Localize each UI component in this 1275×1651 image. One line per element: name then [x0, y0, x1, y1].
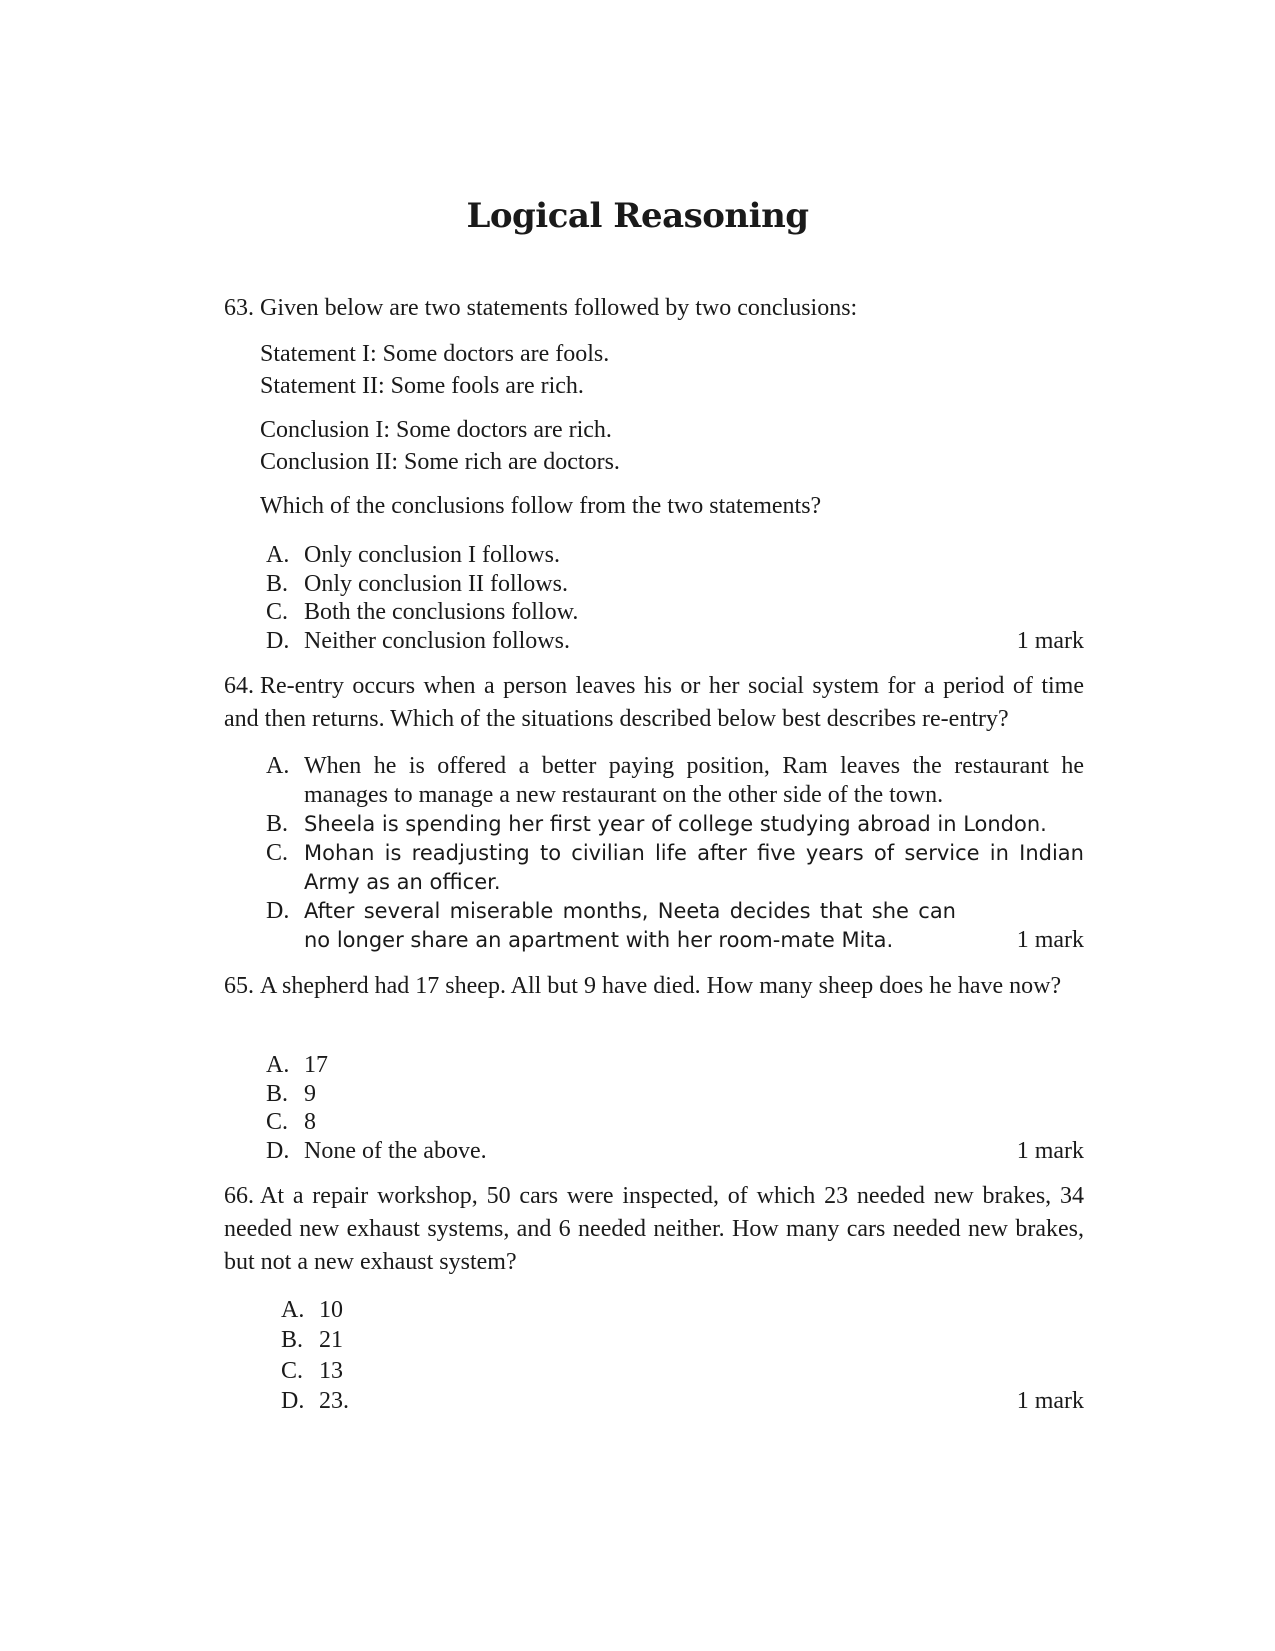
option-c — [266, 598, 1084, 627]
page-title: Logical Reasoning — [466, 196, 809, 236]
option-text: 8 — [304, 1109, 316, 1135]
option-b — [266, 810, 1084, 839]
option-letter: B. — [266, 1081, 289, 1107]
option-text: Neither conclusion follows. — [304, 628, 570, 654]
option-c — [266, 1108, 1084, 1137]
option-letter: C. — [266, 1109, 289, 1135]
option-b — [266, 570, 1084, 599]
option-text: Only conclusion II follows. — [304, 571, 568, 597]
option-text: 21 — [319, 1327, 343, 1353]
option-text: 13 — [319, 1358, 343, 1384]
option-d — [266, 627, 1084, 656]
option-a — [266, 752, 1084, 810]
option-text: 23. — [319, 1388, 349, 1414]
conclusion-1: Conclusion I: Some doctors are rich. — [260, 417, 612, 443]
question-text: Re-entry occurs when a person leaves his or her social system for a period of time and then returns. Which of the situations described below best describes re-entry? — [224, 673, 1084, 732]
mark-label: 1 mark — [1016, 1138, 1084, 1164]
option-d — [281, 1387, 1084, 1416]
option-letter: A. — [266, 1052, 290, 1078]
option-d — [266, 897, 956, 955]
question-63 — [224, 292, 1084, 325]
option-letter: C. — [266, 840, 289, 866]
option-letter: C. — [281, 1358, 304, 1384]
option-text: Mohan is readjusting to civilian life after five years of service in Indian Army as an officer. — [304, 841, 1084, 894]
option-b — [281, 1326, 1084, 1355]
statement-1: Statement I: Some doctors are fools. — [260, 341, 610, 367]
option-letter: D. — [266, 628, 290, 654]
question-text: Given below are two statements followed by two conclusions: — [260, 295, 858, 321]
question-number: 65. — [224, 973, 254, 999]
question-number: 63. — [224, 295, 254, 321]
option-a — [266, 1051, 1084, 1080]
option-letter: B. — [281, 1327, 304, 1353]
option-letter: D. — [266, 898, 290, 924]
option-c — [281, 1357, 1084, 1386]
question-66 — [224, 1180, 1084, 1279]
option-d — [266, 1137, 1084, 1166]
question-text: A shepherd had 17 sheep. All but 9 have died. How many sheep does he have now? — [260, 973, 1062, 999]
mark-label: 1 mark — [1016, 628, 1084, 654]
question-text: At a repair workshop, 50 cars were inspected, of which 23 needed new brakes, 34 needed new exhaust systems, and 6 needed neither. How many cars needed new brakes, but not a new exhaust system? — [224, 1183, 1084, 1275]
option-letter: D. — [266, 1138, 290, 1164]
mark-label: 1 mark — [1016, 927, 1084, 953]
option-text: After several miserable months, Neeta decides that she can no longer share an apartment with her room-mate Mita. — [304, 899, 956, 952]
conclusion-2: Conclusion II: Some rich are doctors. — [260, 449, 620, 475]
option-a — [281, 1296, 1084, 1325]
option-text: 17 — [304, 1052, 328, 1078]
statement-2: Statement II: Some fools are rich. — [260, 373, 584, 399]
option-text: When he is offered a better paying position, Ram leaves the restaurant he manages to manage a new restaurant on the other side of the town. — [304, 753, 1084, 808]
question-prompt: Which of the conclusions follow from the two statements? — [260, 493, 822, 519]
option-letter: B. — [266, 571, 289, 597]
question-65 — [224, 970, 1084, 1003]
option-text: Only conclusion I follows. — [304, 542, 560, 568]
option-letter: C. — [266, 599, 289, 625]
option-letter: A. — [266, 753, 290, 779]
option-text: 9 — [304, 1081, 316, 1107]
option-text: Both the conclusions follow. — [304, 599, 579, 625]
option-b — [266, 1080, 1084, 1109]
option-letter: B. — [266, 811, 289, 837]
mark-label: 1 mark — [1016, 1388, 1084, 1414]
option-letter: A. — [266, 542, 290, 568]
option-letter: A. — [281, 1297, 305, 1323]
question-number: 66. — [224, 1183, 254, 1209]
option-letter: D. — [281, 1388, 305, 1414]
option-text: None of the above. — [304, 1138, 487, 1164]
option-text: Sheela is spending her first year of college studying abroad in London. — [304, 812, 1047, 836]
question-number: 64. — [224, 673, 254, 699]
option-a — [266, 541, 1084, 570]
question-64 — [224, 670, 1084, 736]
option-text: 10 — [319, 1297, 343, 1323]
option-c — [266, 839, 1084, 897]
